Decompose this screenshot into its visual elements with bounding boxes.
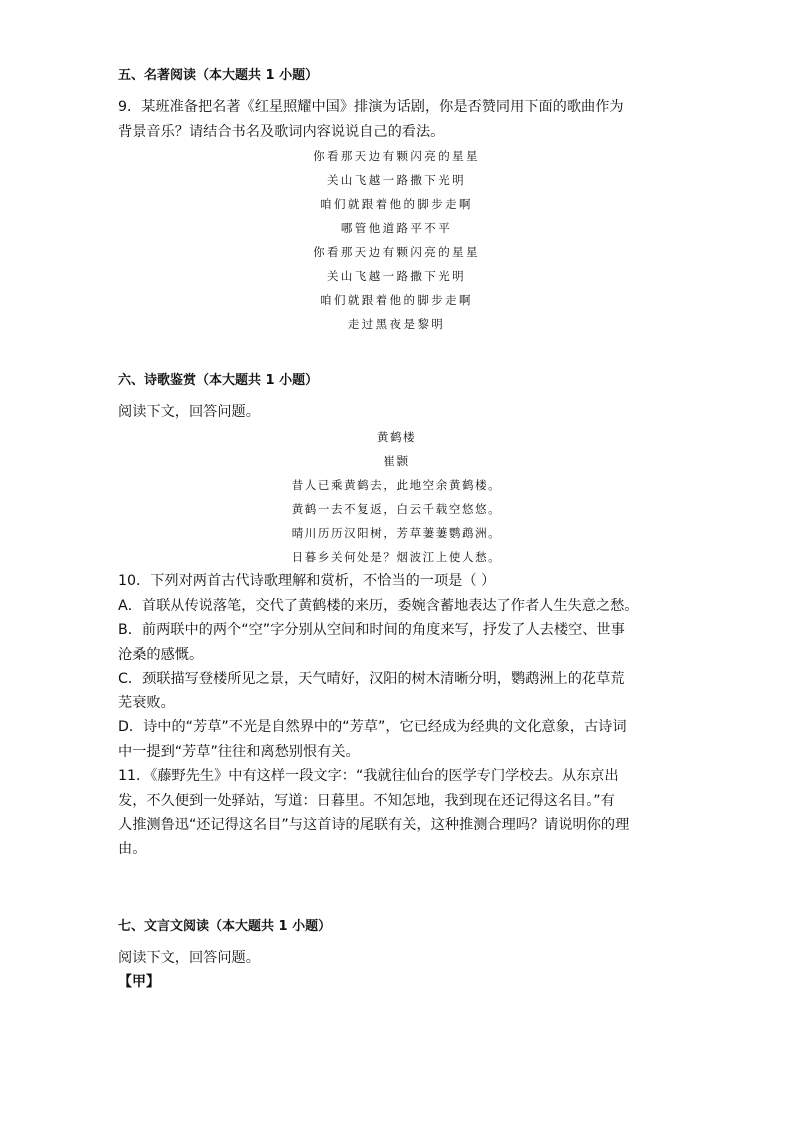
option-a: A．首联从传说落笔，交代了黄鹤楼的来历，委婉含蓄地表达了作者人生失意之愁。 [118, 598, 639, 614]
option-d-line-1: D．诗中的“芳草”不光是自然界中的“芳草”，它已经成为经典的文化意象，古诗词 [118, 719, 627, 735]
poem-line: 昔人已乘黄鹤去，此地空余黄鹤楼。 [291, 478, 502, 492]
section-7-intro: 阅读下文，回答问题。 [118, 950, 260, 966]
lyric-line: 咱们就跟着他的脚步走啊 [320, 293, 473, 307]
lyric-line: 你看那天边有颗闪亮的星星 [313, 149, 480, 163]
question-9-line-2: 背景音乐？请结合书名及歌词内容说说自己的看法。 [118, 124, 445, 140]
section-6-intro: 阅读下文，回答问题。 [118, 404, 260, 420]
poem-title: 黄鹤楼 [376, 430, 417, 444]
lyric-line: 咱们就跟着他的脚步走啊 [320, 197, 473, 211]
poem-line: 日暮乡关何处是？烟波江上使人愁。 [291, 550, 502, 564]
option-b-line-2: 沧桑的感慨。 [118, 647, 204, 663]
question-11-line-2: 发，不久便到一处驿站，写道：日暮里。不知怎地，我到现在还记得这名目。”有 [118, 793, 615, 809]
question-11-line-4: 由。 [118, 841, 147, 857]
poem-line: 晴川历历汉阳树，芳草萋萋鹦鹉洲。 [291, 526, 502, 540]
passage-marker: 【甲】 [118, 974, 160, 990]
lyric-line: 你看那天边有颗闪亮的星星 [313, 245, 480, 259]
section-6-heading: 六、诗歌鉴赏（本大题共 1 小题） [118, 373, 319, 388]
question-11-line-1: 11．《藤野先生》中有这样一段文字：“我就往仙台的医学专门学校去。从东京出 [118, 768, 619, 784]
lyric-line: 哪管他道路平不平 [340, 221, 453, 235]
option-c-line-1: C．颈联描写登楼所见之景，天气晴好，汉阳的树木清晰分明，鹦鹉洲上的花草荒 [118, 671, 625, 687]
question-11-line-3: 人推测鲁迅“还记得这名目”与这首诗的尾联有关，这种推测合理吗？请说明你的理 [118, 817, 630, 833]
lyric-line: 关山飞越一路撒下光明 [327, 173, 466, 187]
section-5-heading: 五、名著阅读（本大题共 1 小题） [118, 68, 319, 83]
poem-author: 崔颢 [383, 454, 410, 468]
question-10: 10．下列对两首古代诗歌理解和赏析，不恰当的一项是（ ） [118, 573, 496, 589]
poem-line: 黄鹤一去不复返，白云千载空悠悠。 [291, 502, 502, 516]
lyric-line: 走过黑夜是黎明 [347, 317, 446, 331]
lyric-line: 关山飞越一路撒下光明 [327, 269, 466, 283]
question-9-line-1: 9．某班准备把名著《红星照耀中国》排演为话剧，你是否赞同用下面的歌曲作为 [118, 99, 624, 115]
option-c-line-2: 芜衰败。 [118, 695, 175, 711]
option-b-line-1: B．前两联中的两个“空”字分别从空间和时间的角度来写，抒发了人去楼空、世事 [118, 622, 625, 638]
option-d-line-2: 中一提到“芳草”往往和离愁别恨有关。 [118, 744, 360, 760]
section-7-heading: 七、文言文阅读（本大题共 1 小题） [118, 919, 332, 934]
